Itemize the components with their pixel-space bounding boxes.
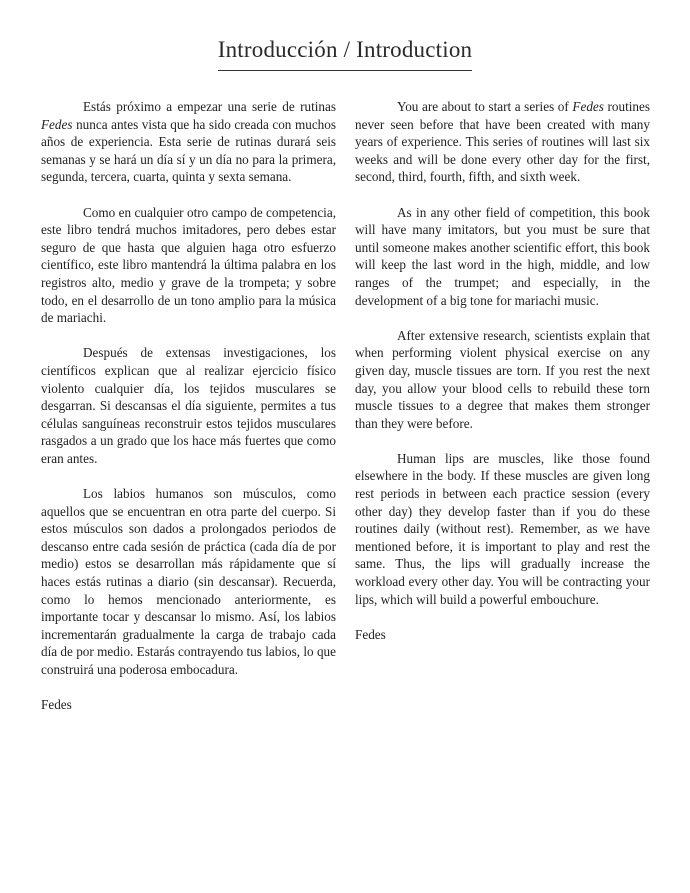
spanish-paragraph-3: Después de extensas investigaciones, los científicos explican que al realizar ejercicio físico violento cualquier día, los tejidos musculares se desgarran. Si descansas el día siguiente, permites a tus células sanguíneas reconstruir estos tejidos musculares rasgados a un grado que los hace más fuertes que como eran antes. (41, 345, 336, 466)
page-title: Introducción / Introduction (217, 37, 473, 62)
routine-name: Fedes (572, 99, 604, 114)
spanish-paragraph-2: Como en cualquier otro campo de competencia, este libro tendrá muchos imitadores, pero debes estar seguro de que hasta que alguien haga otro esfuerzo científico, este libro mantendrá la última palabra en los registros alto, medio y grave de la trompeta; y sobre todo, en el desarrollo de un tono amplio para la música de mariachi. (41, 204, 336, 326)
title-underline (218, 70, 472, 71)
english-paragraph-1: You are about to start a series of Fedes routines never seen before that have been created with many years of experience. This series of routines will last six weeks and will be done every other day for the first, second, third, fourth, fifth, and sixth week. (355, 99, 650, 185)
spanish-column (41, 98, 336, 714)
spanish-paragraph-4: Los labios humanos son músculos, como aquellos que se encuentran en otra parte del cuerpo. Si estos músculos son dados a prolongados periodos de descanso entre cada sesión de práctica (cada día de por medio) estos se desarrollan más rápidamente que sí haces estás rutinas a diario (sin descansar). Recuerda, como lo hemos mencionado anteriormente, es importante tocar y descansar lo mismo. Así, los labios incrementarán gradualmente la carga de trabajo cada día de por medio. Estarás contrayendo tus labios, lo que construirá una poderosa embocadura. (41, 486, 336, 677)
english-paragraph-3: After extensive research, scientists explain that when performing violent physical exercise on any given day, muscle tissues are torn. If you rest the next day, you allow your blood cells to rebuild these torn muscle tissues to a degree that makes them stronger than they were before. (355, 327, 650, 431)
english-signature: Fedes (355, 626, 386, 642)
english-column (355, 98, 650, 643)
spanish-signature: Fedes (41, 697, 72, 713)
english-paragraph-4: Human lips are muscles, like those found elsewhere in the body. If these muscles are given long rest periods in between each practice session (every other day) they develop faster than if you do these routines daily (without rest). Remember, as we have mentioned before, it is important to play and rest the same. Thus, the lips will gradually increase the workload every other day. You will be contracting your lips, which will build a powerful embouchure. (355, 450, 650, 607)
english-paragraph-2: As in any other field of competition, this book will have many imitators, but you must be sure that until someone makes another scientific effort, this book will keep the last word in the high, middle, and low ranges of the trumpet; and especially, in the development of a big tone for mariachi music. (355, 204, 650, 308)
spanish-paragraph-1: Estás próximo a empezar una serie de rutinas Fedes nunca antes vista que ha sido creada con muchos años de experiencia. Esta serie de rutinas durará seis semanas y se hará un día sí y un día no para la primera, segunda, tercera, cuarta, quinta y sexta semana. (41, 99, 336, 185)
routine-name: Fedes (41, 116, 73, 132)
